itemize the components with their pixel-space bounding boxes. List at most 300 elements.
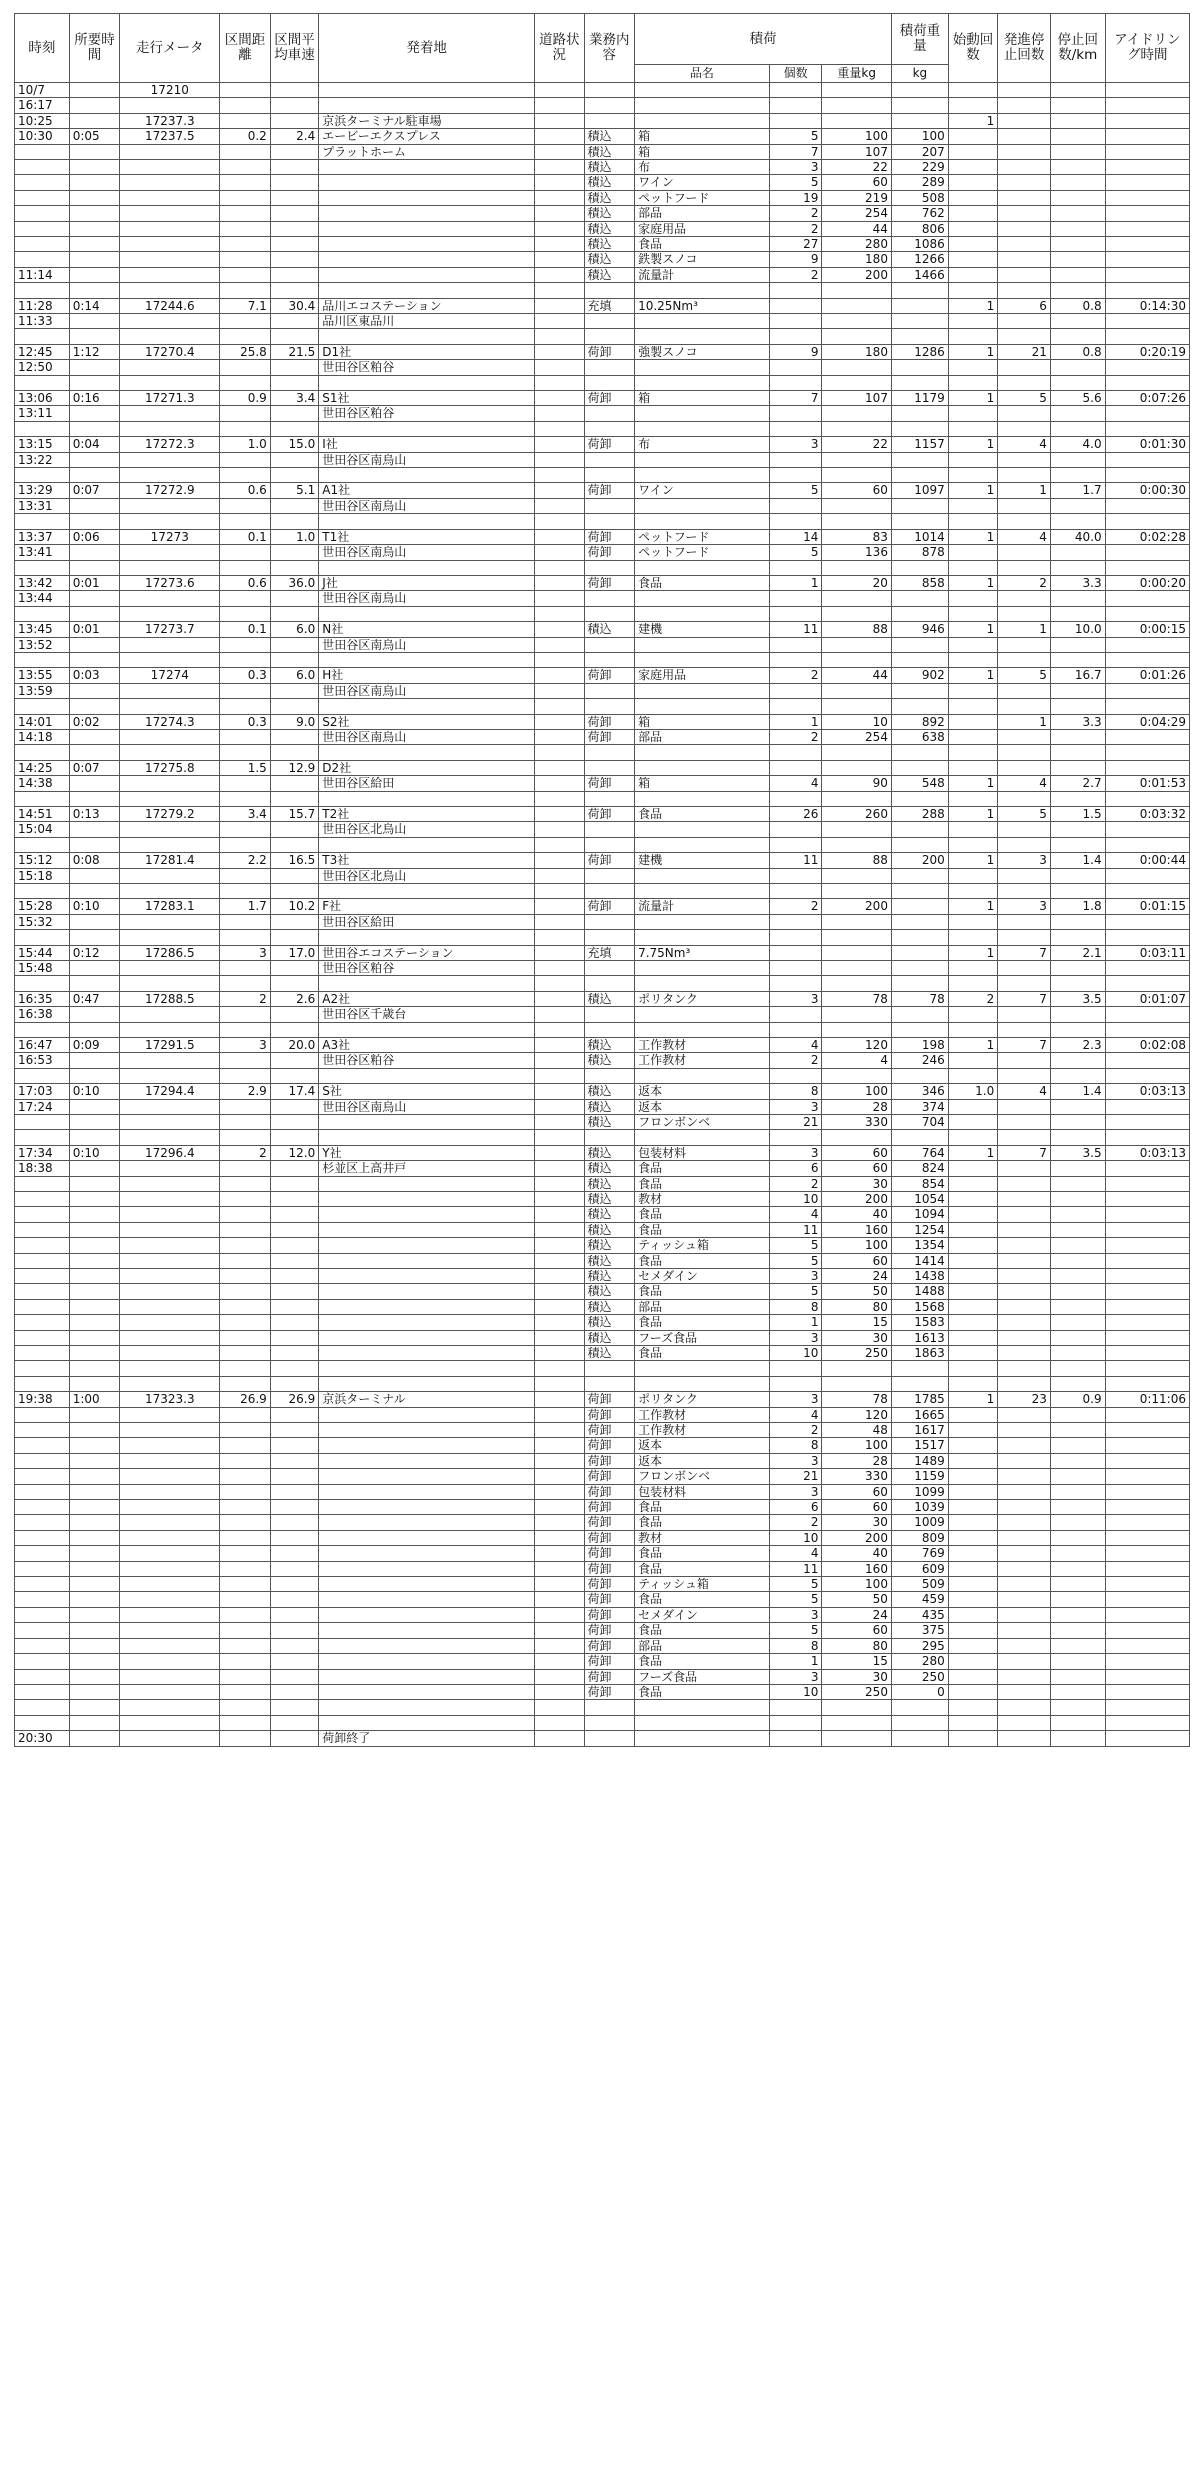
cell-item-count <box>769 914 822 929</box>
cell-work <box>584 745 635 760</box>
cell-section-speed <box>270 1191 318 1206</box>
cell-start-count <box>948 1176 997 1191</box>
cell-road <box>535 776 584 791</box>
cell-stop-count <box>998 791 1051 806</box>
cell-duration <box>69 237 120 252</box>
cell-road <box>535 1299 584 1314</box>
cell-section-speed <box>270 1423 318 1438</box>
cell-time: 14:01 <box>15 714 70 729</box>
cell-idling <box>1105 1053 1189 1068</box>
cell-item-count <box>769 1068 822 1083</box>
cell-stops-per-km <box>1050 421 1105 436</box>
header-item-name: 品名 <box>635 65 770 83</box>
cell-item-weight: 200 <box>822 1530 892 1545</box>
cell-section-speed <box>270 1638 318 1653</box>
cell-odometer <box>120 1592 220 1607</box>
cell-time <box>15 1546 70 1561</box>
table-row <box>15 1638 1190 1653</box>
cell-stop-count <box>998 267 1051 282</box>
cell-start-count: 1 <box>948 899 997 914</box>
cell-section-distance <box>220 1561 271 1576</box>
cell-item-count: 3 <box>769 1484 822 1499</box>
table-row <box>15 945 1190 960</box>
cell-odometer <box>120 329 220 344</box>
cell-idling <box>1105 514 1189 529</box>
cell-duration <box>69 1484 120 1499</box>
cell-cargo-weight <box>891 637 948 652</box>
cell-item-name: 工作教材 <box>635 1407 770 1422</box>
cell-stops-per-km <box>1050 822 1105 837</box>
cell-item-name <box>635 960 770 975</box>
cell-work <box>584 591 635 606</box>
cell-section-speed <box>270 360 318 375</box>
cell-odometer <box>120 868 220 883</box>
cell-duration: 0:04 <box>69 437 120 452</box>
cell-start-count <box>948 1592 997 1607</box>
cell-section-distance <box>220 1099 271 1114</box>
table-row <box>15 714 1190 729</box>
cell-odometer <box>120 1515 220 1530</box>
cell-idling <box>1105 1592 1189 1607</box>
cell-item-count: 8 <box>769 1638 822 1653</box>
cell-item-name: フロンボンベ <box>635 1114 770 1129</box>
cell-idling <box>1105 406 1189 421</box>
cell-section-speed <box>270 98 318 113</box>
cell-work <box>584 883 635 898</box>
cell-stops-per-km <box>1050 960 1105 975</box>
cell-time: 16:17 <box>15 98 70 113</box>
cell-start-count <box>948 1130 997 1145</box>
cell-duration <box>69 699 120 714</box>
cell-time <box>15 1592 70 1607</box>
cell-time: 17:03 <box>15 1084 70 1099</box>
cell-section-speed <box>270 1607 318 1622</box>
cell-item-count: 14 <box>769 529 822 544</box>
cell-location <box>319 1515 535 1530</box>
cell-stop-count: 7 <box>998 1037 1051 1052</box>
cell-time: 13:29 <box>15 483 70 498</box>
cell-start-count: 1 <box>948 113 997 128</box>
cell-duration <box>69 98 120 113</box>
cell-road <box>535 1007 584 1022</box>
cell-stops-per-km <box>1050 1268 1105 1283</box>
cell-item-count: 2 <box>769 267 822 282</box>
cell-start-count: 1 <box>948 391 997 406</box>
cell-item-weight: 100 <box>822 129 892 144</box>
cell-road <box>535 237 584 252</box>
table-row <box>15 221 1190 236</box>
cell-odometer <box>120 1191 220 1206</box>
cell-odometer <box>120 822 220 837</box>
cell-idling: 0:01:30 <box>1105 437 1189 452</box>
cell-section-distance: 1.0 <box>220 437 271 452</box>
cell-cargo-weight: 508 <box>891 190 948 205</box>
table-row <box>15 1731 1190 1746</box>
cell-stop-count <box>998 360 1051 375</box>
cell-item-name <box>635 883 770 898</box>
cell-location <box>319 1022 535 1037</box>
cell-item-weight: 24 <box>822 1607 892 1622</box>
cell-cargo-weight: 295 <box>891 1638 948 1653</box>
cell-item-count: 5 <box>769 483 822 498</box>
cell-start-count <box>948 206 997 221</box>
cell-start-count <box>948 1161 997 1176</box>
cell-item-name: 箱 <box>635 714 770 729</box>
cell-section-speed <box>270 868 318 883</box>
cell-start-count: 1 <box>948 483 997 498</box>
cell-location: 杉並区上高井戸 <box>319 1161 535 1176</box>
cell-cargo-weight: 806 <box>891 221 948 236</box>
cell-item-count: 2 <box>769 668 822 683</box>
cell-stops-per-km <box>1050 930 1105 945</box>
cell-time: 13:45 <box>15 622 70 637</box>
cell-item-name <box>635 683 770 698</box>
cell-section-speed: 15.0 <box>270 437 318 452</box>
cell-odometer: 17210 <box>120 83 220 98</box>
cell-road <box>535 452 584 467</box>
cell-item-weight <box>822 1376 892 1391</box>
cell-section-speed <box>270 514 318 529</box>
cell-idling: 0:02:28 <box>1105 529 1189 544</box>
cell-start-count <box>948 283 997 298</box>
cell-idling: 0:00:20 <box>1105 575 1189 590</box>
cell-stop-count <box>998 1423 1051 1438</box>
cell-work: 荷卸 <box>584 1684 635 1699</box>
cell-item-weight <box>822 421 892 436</box>
cell-item-count <box>769 822 822 837</box>
cell-odometer <box>120 1376 220 1391</box>
cell-road <box>535 1238 584 1253</box>
cell-section-distance <box>220 606 271 621</box>
cell-item-count: 5 <box>769 1577 822 1592</box>
cell-item-weight: 40 <box>822 1207 892 1222</box>
cell-stops-per-km: 3.3 <box>1050 575 1105 590</box>
cell-idling <box>1105 1684 1189 1699</box>
cell-duration <box>69 1022 120 1037</box>
cell-road <box>535 914 584 929</box>
header-section-distance: 区間距離 <box>220 14 271 83</box>
cell-road <box>535 760 584 775</box>
cell-start-count <box>948 1684 997 1699</box>
cell-stops-per-km: 2.1 <box>1050 945 1105 960</box>
cell-item-name: 食品 <box>635 1346 770 1361</box>
cell-time <box>15 1484 70 1499</box>
cell-stops-per-km <box>1050 1469 1105 1484</box>
cell-road <box>535 252 584 267</box>
cell-work: 荷卸 <box>584 1654 635 1669</box>
cell-idling <box>1105 1068 1189 1083</box>
cell-work: 積込 <box>584 1176 635 1191</box>
cell-time: 13:37 <box>15 529 70 544</box>
cell-time: 15:32 <box>15 914 70 929</box>
cell-section-distance <box>220 283 271 298</box>
cell-time <box>15 791 70 806</box>
cell-duration <box>69 560 120 575</box>
cell-odometer <box>120 960 220 975</box>
cell-idling: 0:03:13 <box>1105 1084 1189 1099</box>
cell-item-weight <box>822 1700 892 1715</box>
cell-section-distance <box>220 960 271 975</box>
cell-stops-per-km <box>1050 1361 1105 1376</box>
cell-stop-count <box>998 1176 1051 1191</box>
cell-stop-count <box>998 1700 1051 1715</box>
cell-item-count: 3 <box>769 1145 822 1160</box>
cell-cargo-weight <box>891 837 948 852</box>
cell-road <box>535 298 584 313</box>
cell-odometer <box>120 1546 220 1561</box>
cell-time <box>15 1346 70 1361</box>
cell-location: 品川区東品川 <box>319 314 535 329</box>
cell-item-name: 食品 <box>635 1161 770 1176</box>
cell-cargo-weight: 1286 <box>891 344 948 359</box>
cell-section-speed <box>270 1376 318 1391</box>
cell-idling <box>1105 206 1189 221</box>
cell-start-count <box>948 1546 997 1561</box>
cell-stops-per-km: 1.8 <box>1050 899 1105 914</box>
cell-stops-per-km <box>1050 267 1105 282</box>
cell-duration: 0:05 <box>69 129 120 144</box>
table-row <box>15 344 1190 359</box>
cell-section-distance: 0.6 <box>220 575 271 590</box>
cell-section-distance <box>220 1715 271 1730</box>
cell-item-name <box>635 452 770 467</box>
cell-section-distance <box>220 1007 271 1022</box>
cell-item-count: 9 <box>769 344 822 359</box>
cell-work <box>584 760 635 775</box>
cell-road <box>535 221 584 236</box>
cell-section-speed <box>270 237 318 252</box>
cell-time: 11:28 <box>15 298 70 313</box>
cell-location <box>319 1191 535 1206</box>
table-row <box>15 1037 1190 1052</box>
cell-location: 世田谷区北烏山 <box>319 822 535 837</box>
header-cargo-weight: 積荷重量 <box>891 14 948 65</box>
cell-location <box>319 1469 535 1484</box>
cell-item-name <box>635 591 770 606</box>
table-row <box>15 514 1190 529</box>
cell-item-count: 19 <box>769 190 822 205</box>
cell-item-name <box>635 868 770 883</box>
cell-item-count <box>769 468 822 483</box>
cell-idling: 0:14:30 <box>1105 298 1189 313</box>
cell-idling <box>1105 1130 1189 1145</box>
cell-time <box>15 837 70 852</box>
cell-item-name: 返本 <box>635 1438 770 1453</box>
cell-time <box>15 1176 70 1191</box>
cell-start-count <box>948 129 997 144</box>
cell-item-name: フーズ食品 <box>635 1669 770 1684</box>
cell-location: H社 <box>319 668 535 683</box>
table-row <box>15 1315 1190 1330</box>
cell-time <box>15 1130 70 1145</box>
cell-duration: 0:10 <box>69 1145 120 1160</box>
table-row <box>15 283 1190 298</box>
cell-section-speed <box>270 699 318 714</box>
cell-item-name: 工作教材 <box>635 1423 770 1438</box>
cell-item-weight: 24 <box>822 1268 892 1283</box>
cell-item-weight: 280 <box>822 237 892 252</box>
cell-location: T3社 <box>319 853 535 868</box>
cell-cargo-weight: 878 <box>891 545 948 560</box>
cell-location: 世田谷区千歳台 <box>319 1007 535 1022</box>
cell-odometer <box>120 468 220 483</box>
cell-start-count <box>948 1453 997 1468</box>
cell-stop-count <box>998 1469 1051 1484</box>
cell-idling: 0:02:08 <box>1105 1037 1189 1052</box>
cell-start-count <box>948 1238 997 1253</box>
cell-item-count <box>769 283 822 298</box>
cell-stop-count <box>998 652 1051 667</box>
cell-idling <box>1105 283 1189 298</box>
cell-item-count: 9 <box>769 252 822 267</box>
cell-stops-per-km: 0.8 <box>1050 298 1105 313</box>
cell-stops-per-km: 5.6 <box>1050 391 1105 406</box>
cell-section-distance <box>220 1530 271 1545</box>
cell-section-distance <box>220 1238 271 1253</box>
cell-stop-count <box>998 98 1051 113</box>
cell-odometer <box>120 1438 220 1453</box>
cell-time <box>15 1438 70 1453</box>
cell-duration <box>69 314 120 329</box>
cell-odometer: 17291.5 <box>120 1037 220 1052</box>
cell-section-speed <box>270 1268 318 1283</box>
cell-item-weight: 160 <box>822 1561 892 1576</box>
cell-cargo-weight: 1099 <box>891 1484 948 1499</box>
cell-cargo-weight: 1014 <box>891 529 948 544</box>
cell-stops-per-km <box>1050 468 1105 483</box>
cell-road <box>535 1577 584 1592</box>
cell-duration <box>69 1176 120 1191</box>
cell-stops-per-km <box>1050 868 1105 883</box>
cell-time: 17:34 <box>15 1145 70 1160</box>
cell-section-distance <box>220 1207 271 1222</box>
cell-item-name: 包装材料 <box>635 1145 770 1160</box>
cell-cargo-weight <box>891 1068 948 1083</box>
cell-work <box>584 1715 635 1730</box>
cell-duration <box>69 1638 120 1653</box>
table-row <box>15 1084 1190 1099</box>
cell-section-distance <box>220 267 271 282</box>
cell-stops-per-km <box>1050 375 1105 390</box>
cell-start-count <box>948 883 997 898</box>
cell-road <box>535 1084 584 1099</box>
cell-duration <box>69 175 120 190</box>
cell-section-distance <box>220 683 271 698</box>
cell-section-distance: 1.7 <box>220 899 271 914</box>
cell-cargo-weight <box>891 514 948 529</box>
cell-work: 積込 <box>584 1084 635 1099</box>
cell-section-distance <box>220 144 271 159</box>
cell-item-count <box>769 652 822 667</box>
delivery-log-table <box>14 13 1190 1747</box>
cell-time: 14:51 <box>15 806 70 821</box>
cell-time <box>15 745 70 760</box>
cell-section-speed <box>270 406 318 421</box>
cell-item-weight: 30 <box>822 1669 892 1684</box>
cell-stops-per-km <box>1050 699 1105 714</box>
cell-item-count <box>769 498 822 513</box>
table-row <box>15 1546 1190 1561</box>
cell-work: 積込 <box>584 1207 635 1222</box>
cell-cargo-weight: 1438 <box>891 1268 948 1283</box>
cell-time <box>15 1530 70 1545</box>
cell-stops-per-km <box>1050 1284 1105 1299</box>
cell-cargo-weight: 1785 <box>891 1392 948 1407</box>
cell-location: 世田谷区南烏山 <box>319 591 535 606</box>
cell-location: 世田谷区南烏山 <box>319 452 535 467</box>
cell-cargo-weight <box>891 83 948 98</box>
cell-start-count: 1 <box>948 575 997 590</box>
table-row <box>15 776 1190 791</box>
cell-odometer <box>120 791 220 806</box>
cell-cargo-weight <box>891 960 948 975</box>
cell-item-count <box>769 1376 822 1391</box>
cell-section-distance <box>220 591 271 606</box>
header-time: 時刻 <box>15 14 70 83</box>
header-location: 発着地 <box>319 14 535 83</box>
cell-time <box>15 1315 70 1330</box>
cell-start-count <box>948 560 997 575</box>
cell-section-speed: 3.4 <box>270 391 318 406</box>
cell-item-weight <box>822 652 892 667</box>
cell-start-count <box>948 1207 997 1222</box>
cell-road <box>535 206 584 221</box>
cell-odometer <box>120 1453 220 1468</box>
cell-work: 荷卸 <box>584 806 635 821</box>
table-row <box>15 1654 1190 1669</box>
cell-section-distance <box>220 822 271 837</box>
cell-duration <box>69 883 120 898</box>
cell-section-distance <box>220 1114 271 1129</box>
cell-stop-count <box>998 1315 1051 1330</box>
cell-item-name: 家庭用品 <box>635 221 770 236</box>
cell-item-count <box>769 930 822 945</box>
cell-work <box>584 699 635 714</box>
cell-time: 12:45 <box>15 344 70 359</box>
cell-section-distance <box>220 776 271 791</box>
cell-stops-per-km: 0.9 <box>1050 1392 1105 1407</box>
cell-item-weight: 20 <box>822 575 892 590</box>
cell-road <box>535 1114 584 1129</box>
cell-stop-count <box>998 1284 1051 1299</box>
cell-duration <box>69 1238 120 1253</box>
cell-section-speed <box>270 637 318 652</box>
cell-section-speed <box>270 791 318 806</box>
cell-duration <box>69 1253 120 1268</box>
cell-start-count <box>948 699 997 714</box>
cell-item-count <box>769 683 822 698</box>
cell-stops-per-km <box>1050 745 1105 760</box>
cell-work: 積込 <box>584 1099 635 1114</box>
cell-stops-per-km <box>1050 283 1105 298</box>
cell-item-count: 3 <box>769 1268 822 1283</box>
cell-item-count <box>769 837 822 852</box>
table-row <box>15 1299 1190 1314</box>
cell-section-distance <box>220 1469 271 1484</box>
cell-cargo-weight: 1094 <box>891 1207 948 1222</box>
cell-stops-per-km <box>1050 1669 1105 1684</box>
cell-odometer <box>120 976 220 991</box>
table-row <box>15 729 1190 744</box>
cell-item-name: ワイン <box>635 483 770 498</box>
cell-work: 荷卸 <box>584 1407 635 1422</box>
cell-time <box>15 1222 70 1237</box>
cell-item-weight <box>822 1361 892 1376</box>
cell-item-name <box>635 637 770 652</box>
cell-section-speed <box>270 1299 318 1314</box>
cell-section-speed <box>270 976 318 991</box>
cell-item-count <box>769 514 822 529</box>
